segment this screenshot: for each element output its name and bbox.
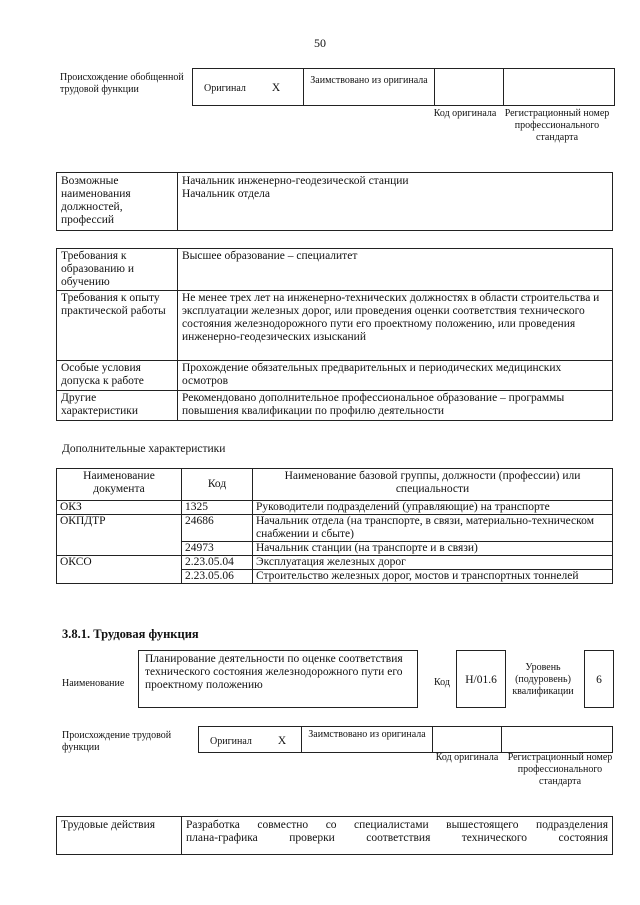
- function-code-label: Код: [434, 677, 450, 688]
- origin-mark: X: [271, 82, 281, 94]
- table-cell: Начальник станции (на транспорте и в связи): [253, 542, 613, 556]
- labor-action-line: Разработка совместно со специалистами вышестоящего подразделения: [186, 819, 608, 831]
- requirements-table: [56, 248, 613, 421]
- job-titles-table: [56, 172, 613, 231]
- additional-table: [56, 468, 613, 584]
- table-cell: ОКПДТР: [57, 515, 182, 556]
- origin-code-caption: Код оригинала: [433, 108, 497, 119]
- req-other-value: Рекомендовано дополнительное профессиональное образование – программы повышения квалификации по профилю деятельности: [178, 391, 613, 421]
- function-code-value: Н/01.6: [456, 650, 506, 708]
- origin-reg-cell: [504, 69, 615, 106]
- origin2-original-label: Оригинал: [210, 735, 252, 747]
- function-level-label: Уровень (подуровень) квалификации: [512, 662, 574, 697]
- table-cell: ОКЗ: [57, 501, 182, 515]
- job-title-item: Начальник инженерно-геодезической станции: [182, 175, 409, 187]
- origin2-borrowed-label: Заимствовано из оригинала: [308, 729, 426, 740]
- req-conditions-value: Прохождение обязательных предварительных и периодических медицинских осмотров: [178, 361, 613, 391]
- origin-borrowed-label: Заимствовано из оригинала: [310, 75, 428, 86]
- additional-header-name: Наименование базовой группы, должности (профессии) или специальности: [253, 469, 613, 501]
- origin2-table: [198, 726, 613, 753]
- job-title-item: Начальник отдела: [182, 188, 270, 200]
- labor-actions-table: [56, 816, 613, 855]
- page-number: 50: [314, 36, 326, 50]
- origin2-reg-caption: Регистрационный номер профессионального стандарта: [507, 752, 613, 787]
- origin2-code-caption: Код оригинала: [435, 752, 499, 763]
- req-conditions-label: Особые условия допуска к работе: [57, 361, 178, 391]
- function-level-value: 6: [584, 650, 614, 708]
- table-cell: Эксплуатация железных дорог: [253, 556, 613, 570]
- table-cell: Руководители подразделений (управляющие) на транспорте: [253, 501, 613, 515]
- origin-code-cell: [435, 69, 504, 106]
- origin2-reg-cell: [502, 727, 613, 753]
- req-education-label: Требования к образованию и обучению: [57, 249, 178, 291]
- labor-actions-value: [182, 817, 613, 855]
- table-cell: 1325: [182, 501, 253, 515]
- function-name-value: Планирование деятельности по оценке соответствия технического состояния железнодорожного пути его проектному положению: [138, 650, 418, 708]
- additional-header-code: Код: [182, 469, 253, 501]
- origin2-label: Происхождение трудовой функции: [62, 730, 172, 753]
- labor-action-line: плана-графика проверки соответствия технического состояния: [186, 832, 608, 844]
- origin-original-label: Оригинал: [204, 83, 246, 94]
- function-name-label: Наименование: [62, 678, 125, 689]
- job-titles-label: Возможные наименования должностей, профессий: [57, 173, 178, 231]
- table-cell: Начальник отдела (на транспорте, в связи, материально-техническом снабжении и сбыте): [253, 515, 613, 542]
- table-cell: 24686: [182, 515, 253, 542]
- origin-borrowed-cell: [304, 69, 435, 106]
- table-cell: 2.23.05.06: [182, 570, 253, 584]
- table-cell: 2.23.05.04: [182, 556, 253, 570]
- origin2-mark: X: [277, 734, 287, 747]
- table-cell: Строительство железных дорог, мостов и транспортных тоннелей: [253, 570, 613, 584]
- req-experience-label: Требования к опыту практической работы: [57, 291, 178, 361]
- table-cell: 24973: [182, 542, 253, 556]
- additional-header-doc: Наименование документа: [57, 469, 182, 501]
- origin-original-cell: [193, 69, 304, 106]
- labor-actions-label: Трудовые действия: [57, 817, 182, 855]
- origin-label: Происхождение обобщенной трудовой функции: [60, 72, 184, 95]
- req-other-label: Другие характеристики: [57, 391, 178, 421]
- origin2-code-cell: [433, 727, 502, 753]
- req-experience-value: Не менее трех лет на инженерно-технических должностях в области строительства и эксплуатации железных дорог, или проведения оценки соответствия технического состояния железнодорожного пути его проектному положению, или проведения инженерно-геодезических изысканий: [178, 291, 613, 361]
- origin-table: [192, 68, 615, 106]
- req-education-value: Высшее образование – специалитет: [178, 249, 613, 291]
- origin-reg-caption: Регистрационный номер профессионального стандарта: [504, 108, 610, 143]
- job-titles-values: [178, 173, 613, 231]
- origin2-borrowed-cell: [302, 727, 433, 753]
- table-cell: ОКСО: [57, 556, 182, 584]
- additional-heading: Дополнительные характеристики: [62, 443, 226, 455]
- origin2-original-cell: [199, 727, 302, 753]
- section-heading: 3.8.1. Трудовая функция: [62, 627, 199, 641]
